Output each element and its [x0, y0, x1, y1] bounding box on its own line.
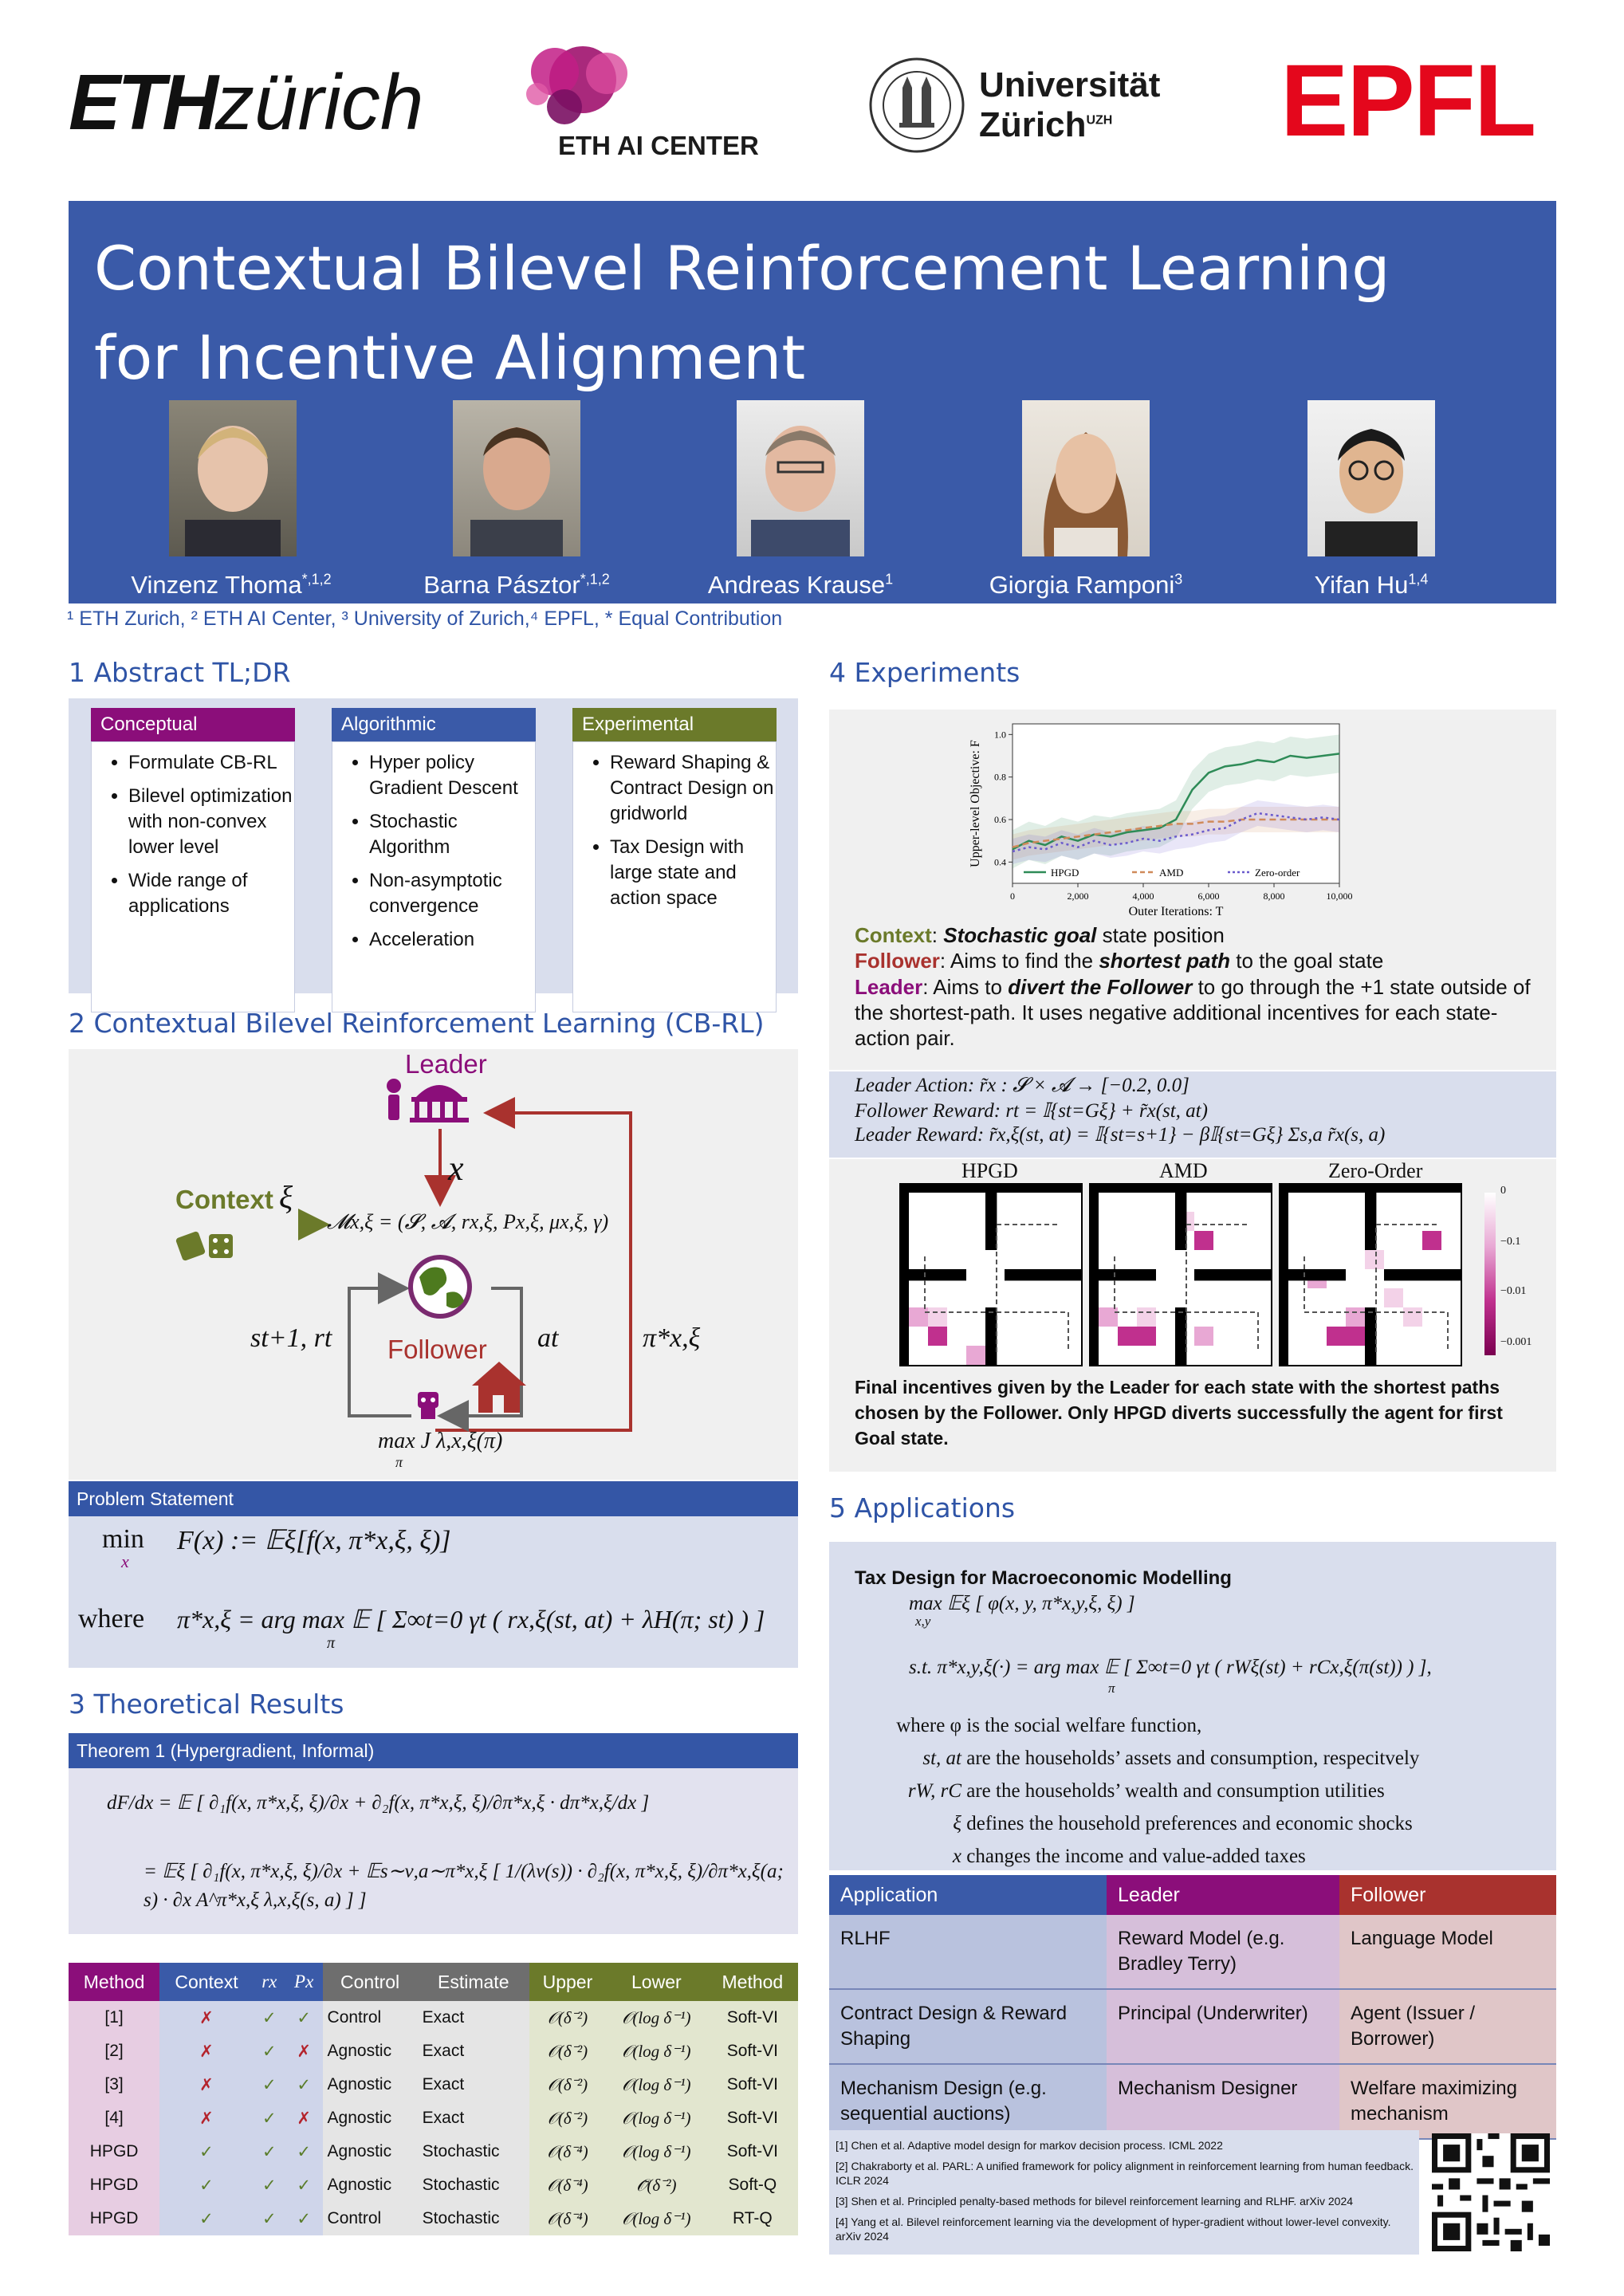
- author-photo-hu: [1307, 400, 1435, 556]
- upper-cell: 𝒪(δ⁻²): [529, 2001, 606, 2035]
- policy-label: π*x,ξ: [643, 1323, 701, 1353]
- method-cell: [3]: [69, 2068, 159, 2101]
- check-icon: ✓: [254, 2202, 285, 2235]
- th-estimate: Estimate: [418, 1963, 529, 2001]
- incentive-cell: [1365, 1250, 1384, 1269]
- incentive-cell: [1346, 1307, 1365, 1327]
- upper-cell: 𝒪(δ⁻⁴): [529, 2202, 606, 2235]
- author-name-thoma: [96, 571, 367, 600]
- uzh-seal-icon: [867, 56, 966, 155]
- grid-wall: [1288, 1269, 1346, 1280]
- grid-title-hpgd: HPGD: [961, 1159, 1018, 1182]
- experimental-header: Experimental: [572, 708, 777, 741]
- lower-method-cell: Soft-Q: [707, 2168, 798, 2202]
- references: [836, 2138, 1418, 2243]
- hypergradient-eq2: = 𝔼ξ [ ∂₁f(x, π*x,ξ, ξ)/∂x + 𝔼s∼ν,a∼π*x,ξ [ 1/(λν(s)) · ∂₂f(x, π*x,ξ, ξ)/∂π*x,ξ(a; s) · ∂x A^π*x,ξ λ,x,ξ(s, a) ] ]: [144, 1861, 784, 1911]
- problem-statement-bar: Problem Statement: [69, 1481, 798, 1516]
- robot-icon: [418, 1392, 438, 1419]
- th-method: Method: [69, 1963, 159, 2001]
- tax-def-row: [872, 1742, 1419, 1775]
- abstract-algorithmic: [332, 708, 536, 1012]
- x-tick-label: 2,000: [1067, 890, 1089, 902]
- context-label: Context: [175, 1185, 273, 1214]
- author-2-name: Andreas Krause: [707, 571, 886, 599]
- tax-def-sym: where φ: [896, 1715, 961, 1736]
- experimental-item: • Reward Shaping & Contract Design on gridworld: [610, 750, 776, 827]
- check-icon: ✓: [285, 2068, 323, 2101]
- tax-def-sym: rW, rC: [907, 1780, 961, 1802]
- grid-title-zero-order: Zero-Order: [1328, 1159, 1423, 1182]
- conceptual-item: • Wide range of applications: [128, 868, 294, 919]
- tax-def-text: changes the income and value-added taxes: [966, 1846, 1306, 1867]
- author-name-krause: [665, 571, 936, 600]
- leader-desc-pre: : Aims to: [922, 975, 1009, 999]
- tax-def-row: [872, 1775, 1419, 1807]
- cross-icon: ✗: [285, 2101, 323, 2135]
- th-rx: [254, 1963, 285, 2001]
- th-lower-method: Method: [707, 1963, 798, 2001]
- control-cell: Agnostic: [323, 2135, 418, 2168]
- check-icon: ✓: [254, 2135, 285, 2168]
- tax-upper-eq-sub: x,y: [915, 1614, 931, 1629]
- algorithmic-item: • Acceleration: [369, 927, 535, 953]
- context-desc-rest: state position: [1096, 923, 1225, 947]
- th-upper: Upper: [529, 1963, 606, 2001]
- th-rx-text: rx: [261, 1972, 277, 1991]
- check-icon: ✓: [159, 2202, 254, 2235]
- problem-argmax-sub: π: [327, 1634, 336, 1652]
- algorithmic-item: • Non-asymptotic convergence: [369, 868, 535, 919]
- context-xi: ξ: [279, 1179, 293, 1215]
- action-label: at: [537, 1323, 559, 1353]
- colorbar-tick-0: 0: [1500, 1185, 1506, 1197]
- th-lower: Lower: [606, 1963, 707, 2001]
- estimate-cell: Exact: [418, 2101, 529, 2135]
- section-title-cbrl: 2 Contextual Bilevel Reinforcement Learning (CB-RL): [69, 1008, 765, 1039]
- grid-wall: [1175, 1307, 1186, 1365]
- algorithmic-item: • Stochastic Algorithm: [369, 809, 535, 860]
- check-icon: ✓: [254, 2168, 285, 2202]
- author-3-sup: 3: [1174, 571, 1183, 588]
- poster-title-line1: Contextual Bilevel Reinforcement Learning: [94, 233, 1390, 304]
- algorithmic-box: [332, 741, 536, 1012]
- author-name-pasztor: [381, 571, 652, 600]
- applications-table: [829, 1875, 1556, 2140]
- problem-where: where: [78, 1604, 145, 1634]
- th-follower: Follower: [1339, 1875, 1556, 1915]
- author-4-name: Yifan Hu: [1314, 571, 1409, 599]
- incentive-cell: [1137, 1327, 1156, 1346]
- control-cell: Agnostic: [323, 2035, 418, 2068]
- section-title-theory: 3 Theoretical Results: [69, 1689, 344, 1720]
- x-axis-label: Outer Iterations: T: [1128, 905, 1224, 918]
- lower-cell: 𝒪(log δ⁻¹): [606, 2135, 707, 2168]
- incentive-cell: [1422, 1231, 1441, 1250]
- y-axis-label: Upper-level Objective: F: [969, 740, 982, 867]
- uzh-name-line2-wrap: [979, 105, 1112, 145]
- follower-cell: Agent (Issuer / Borrower): [1339, 1989, 1556, 2064]
- upper-cell: 𝒪(δ⁻⁴): [529, 2135, 606, 2168]
- check-icon: ✓: [254, 2001, 285, 2035]
- author-name-hu: [1236, 571, 1507, 600]
- check-icon: ✓: [254, 2068, 285, 2101]
- lower-cell: 𝒪̃(δ⁻²): [606, 2168, 707, 2202]
- qr-code-icon: [1432, 2133, 1550, 2251]
- follower-desc-pre: : Aims to find the: [939, 949, 1099, 973]
- grid-wall: [985, 1307, 997, 1365]
- method-cell: HPGD: [69, 2202, 159, 2235]
- author-photo-pasztor: [453, 400, 580, 556]
- methods-table-row: [69, 2101, 798, 2135]
- methods-table-header: [69, 1963, 798, 2001]
- author-name-ramponi: [950, 571, 1221, 600]
- control-cell: Agnostic: [323, 2101, 418, 2135]
- applications-table-header: [829, 1875, 1556, 1915]
- follower-objective-sub: π: [395, 1454, 403, 1470]
- author-1-sup: *,1,2: [580, 571, 610, 588]
- th-application: Application: [829, 1875, 1107, 1915]
- section-title-abstract: 1 Abstract TL;DR: [69, 657, 291, 688]
- eth-ai-center-text: ETH AI CENTER: [558, 131, 759, 160]
- upper-cell: 𝒪(δ⁻⁴): [529, 2168, 606, 2202]
- uzh-name-line1: Universität: [979, 65, 1161, 104]
- methods-table-row: [69, 2068, 798, 2101]
- upper-cell: 𝒪(δ⁻²): [529, 2035, 606, 2068]
- leader-decision-x: x: [448, 1149, 464, 1188]
- th-px-text: Px: [294, 1972, 314, 1991]
- grid-wall: [1365, 1193, 1376, 1250]
- method-cell: HPGD: [69, 2135, 159, 2168]
- method-cell: [4]: [69, 2101, 159, 2135]
- control-cell: Control: [323, 2202, 418, 2235]
- algorithmic-item: • Hyper policy Gradient Descent: [369, 750, 535, 801]
- estimate-cell: Stochastic: [418, 2135, 529, 2168]
- reference-item: [3] Shen et al. Principled penalty-based methods for bilevel reinforcement learning and RLHF. arXiv 2024: [836, 2195, 1354, 2208]
- y-tick-label: 0.8: [994, 771, 1006, 783]
- lower-cell: 𝒪(log δ⁻¹): [606, 2101, 707, 2135]
- app-cell: RLHF: [829, 1915, 1107, 1989]
- methods-table-row: [69, 2035, 798, 2068]
- y-tick-label: 0.6: [994, 814, 1006, 825]
- lower-method-cell: Soft-VI: [707, 2035, 798, 2068]
- lower-method-cell: Soft-VI: [707, 2068, 798, 2101]
- x-tick-label: 6,000: [1197, 890, 1220, 902]
- reference-item: [1] Chen et al. Adaptive model design for markov decision process. ICML 2022: [836, 2139, 1223, 2152]
- problem-min-sub: x: [121, 1551, 129, 1571]
- incentive-cell: [928, 1327, 947, 1346]
- poster-title-line2: for Incentive Alignment: [94, 322, 806, 393]
- tax-lower-eq: s.t. π*x,y,ξ(·) = arg max 𝔼 [ Σ∞t=0 γt ( rWξ(st) + rCx,ξ(π(st)) ) ],: [909, 1657, 1432, 1678]
- check-icon: ✓: [285, 2168, 323, 2202]
- tax-def-sym: ξ: [953, 1813, 961, 1834]
- author-3-name: Giorgia Ramponi: [989, 571, 1175, 599]
- check-icon: ✓: [285, 2001, 323, 2035]
- incentive-cell: [928, 1307, 947, 1327]
- incentive-cell: [1346, 1327, 1365, 1346]
- mdp-definition: 𝓜x,ξ = (𝓢, 𝓐, rx,ξ, Px,ξ, μx,ξ, γ): [327, 1210, 609, 1233]
- grid-wall: [1175, 1193, 1186, 1250]
- state-reward-label: st+1, rt: [250, 1323, 332, 1353]
- methods-table-body: [69, 2001, 798, 2235]
- colorbar: [1484, 1193, 1496, 1355]
- follower-cell: Welfare maximizing mechanism: [1339, 2064, 1556, 2139]
- leader-label: Leader: [405, 1049, 487, 1079]
- reference-item: [4] Yang et al. Bilevel reinforcement learning via the development of hyper-gradient without lower-level convexity. arXiv 2024: [836, 2215, 1391, 2243]
- uzh-logo: [867, 56, 1186, 159]
- leader-desc-rest: to go through the +1 state outside of the shortest-path. It uses negative additional incentives for each state-action pair.: [855, 975, 1531, 1050]
- problem-upper-objective: F(x) := 𝔼ξ[f(x, π*x,ξ, ξ)]: [177, 1526, 451, 1555]
- method-cell: [1]: [69, 2001, 159, 2035]
- tax-def-row: [872, 1840, 1419, 1873]
- hypergradient-eq1: dF/dx = 𝔼 [ ∂₁f(x, π*x,ξ, ξ)/∂x + ∂₂f(x, π*x,ξ, ξ)/∂π*x,ξ · dπ*x,ξ/dx ]: [107, 1792, 650, 1814]
- tax-upper-eq: max 𝔼ξ [ φ(x, y, π*x,y,ξ, ξ) ]: [909, 1593, 1135, 1614]
- check-icon: ✓: [285, 2135, 323, 2168]
- follower-label: Follower: [387, 1335, 487, 1364]
- theorem-bar: Theorem 1 (Hypergradient, Informal): [69, 1733, 798, 1768]
- grid-wall: [1365, 1307, 1376, 1365]
- follower-desc-em: shortest path: [1099, 949, 1231, 973]
- uzh-sup: UZH: [1086, 113, 1113, 128]
- methods-comparison-table: [69, 1963, 798, 2235]
- follower-desc-rest: to the goal state: [1230, 949, 1384, 973]
- conceptual-header: Conceptual: [91, 708, 295, 741]
- incentive-cell: [966, 1346, 985, 1365]
- tax-def-sym: st, at: [922, 1748, 961, 1769]
- leader-reward-eq: Leader Reward: r̃x,ξ(st, at) = 𝕀{st=s+1} − β𝕀{st=Gξ} Σs,a r̃x(s, a): [855, 1124, 1386, 1146]
- leader-description: [855, 974, 1532, 1051]
- eth-zurich-logo: ETHzürich: [69, 58, 424, 146]
- cross-icon: ✗: [159, 2068, 254, 2101]
- leader-icon: [387, 1079, 469, 1122]
- author-0-name: Vinzenz Thoma: [131, 571, 302, 599]
- lower-method-cell: Soft-VI: [707, 2135, 798, 2168]
- uzh-name-line2: Zürich: [979, 105, 1087, 144]
- cross-icon: ✗: [159, 2101, 254, 2135]
- gridworld-heatmaps: [899, 1183, 1489, 1366]
- y-tick-label: 0.4: [994, 856, 1006, 868]
- check-icon: ✓: [159, 2168, 254, 2202]
- app-cell: Contract Design & Reward Shaping: [829, 1989, 1107, 2064]
- epfl-logo: EPFL: [1280, 44, 1536, 158]
- estimate-cell: Exact: [418, 2035, 529, 2068]
- methods-table-row: [69, 2135, 798, 2168]
- lower-method-cell: RT-Q: [707, 2202, 798, 2235]
- section-title-applications: 5 Applications: [829, 1492, 1016, 1523]
- x-tick-label: 8,000: [1263, 890, 1285, 902]
- follower-cell: Language Model: [1339, 1915, 1556, 1989]
- lower-cell: 𝒪(log δ⁻¹): [606, 2068, 707, 2101]
- section-title-experiments: 4 Experiments: [829, 657, 1020, 688]
- leader-desc-em: divert the Follower: [1008, 975, 1193, 999]
- grid-wall: [985, 1193, 997, 1250]
- colorbar-tick-2: −0.01: [1500, 1285, 1527, 1297]
- cross-icon: ✗: [159, 2001, 254, 2035]
- grid-wall: [1384, 1269, 1461, 1280]
- x-tick-label: 10,000: [1326, 890, 1353, 902]
- applications-row: [829, 1915, 1556, 1989]
- follower-reward-eq: Follower Reward: rt = 𝕀{st=Gξ} + r̃x(st, at): [855, 1100, 1208, 1122]
- grid-wall: [909, 1269, 966, 1280]
- context-desc-label: Context: [855, 923, 932, 947]
- th-leader: Leader: [1107, 1875, 1339, 1915]
- methods-table-row: [69, 2202, 798, 2235]
- author-photo-ramponi: [1022, 400, 1150, 556]
- x-tick-label: 0: [1010, 890, 1015, 902]
- incentive-cell: [909, 1307, 928, 1327]
- method-cell: [2]: [69, 2035, 159, 2068]
- grid-wall: [1099, 1269, 1156, 1280]
- th-px: [285, 1963, 323, 2001]
- th-control: Control: [323, 1963, 418, 2001]
- applications-row: [829, 1989, 1556, 2064]
- check-icon: ✓: [254, 2035, 285, 2068]
- grid-wall: [1005, 1269, 1081, 1280]
- reference-item: [2] Chakraborty et al. PARL: A unified framework for policy alignment in reinforcement learning from human feedback. ICLR 2024: [836, 2160, 1414, 2187]
- follower-desc-label: Follower: [855, 949, 940, 973]
- problem-lower-objective: π*x,ξ = arg max 𝔼 [ Σ∞t=0 γt ( rx,ξ(st, at) + λH(π; st) ) ]: [177, 1605, 765, 1634]
- cross-icon: ✗: [285, 2035, 323, 2068]
- problem-min: min: [102, 1524, 144, 1554]
- method-cell: HPGD: [69, 2168, 159, 2202]
- conceptual-box: [91, 741, 295, 1012]
- algorithmic-header: Algorithmic: [332, 708, 536, 741]
- leader-cell: Principal (Underwriter): [1107, 1989, 1339, 2064]
- author-2-sup: 1: [885, 571, 894, 588]
- tax-definitions: [872, 1709, 1419, 1873]
- incentive-cell: [1384, 1288, 1403, 1307]
- app-cell: Mechanism Design (e.g. sequential auctions): [829, 2064, 1107, 2139]
- objective-line-chart: [965, 718, 1363, 926]
- cbrl-diagram: [69, 1049, 798, 1480]
- check-icon: ✓: [159, 2135, 254, 2168]
- tax-design-title: Tax Design for Macroeconomic Modelling: [855, 1567, 1232, 1589]
- author-photo-krause: [737, 400, 864, 556]
- th-context: Context: [159, 1963, 254, 2001]
- control-cell: Agnostic: [323, 2168, 418, 2202]
- conceptual-item: • Bilevel optimization with non-convex lower level: [128, 784, 294, 860]
- tax-def-row: [872, 1709, 1419, 1742]
- leader-action-eq: Leader Action: r̃x : 𝓢 × 𝓐 → [−0.2, 0.0]: [855, 1075, 1189, 1096]
- author-4-sup: 1,4: [1408, 571, 1429, 588]
- context-desc-em: Stochastic goal: [943, 923, 1097, 947]
- estimate-cell: Exact: [418, 2068, 529, 2101]
- estimate-cell: Stochastic: [418, 2202, 529, 2235]
- colorbar-tick-1: −0.1: [1500, 1236, 1521, 1248]
- legend-label: Zero-order: [1255, 867, 1300, 879]
- check-icon: ✓: [285, 2202, 323, 2235]
- follower-objective: max J λ,x,ξ(π): [378, 1429, 503, 1453]
- author-0-sup: *,1,2: [301, 571, 332, 588]
- abstract-experimental: [572, 708, 777, 1012]
- experimental-box: [572, 741, 777, 1012]
- estimate-cell: Exact: [418, 2001, 529, 2035]
- tax-lower-eq-sub: π: [1108, 1681, 1115, 1696]
- incentive-cell: [1403, 1307, 1422, 1327]
- control-cell: Agnostic: [323, 2068, 418, 2101]
- tax-def-sym: x: [952, 1846, 961, 1867]
- eth-ai-center-logo: [499, 41, 762, 161]
- legend-label: AMD: [1159, 867, 1184, 879]
- check-icon: ✓: [254, 2101, 285, 2135]
- incentive-cell: [1194, 1231, 1213, 1250]
- affiliations: ¹ ETH Zurich, ² ETH AI Center, ³ University of Zurich,⁴ EPFL, * Equal Contribution: [67, 607, 783, 630]
- methods-table-row: [69, 2168, 798, 2202]
- lower-method-cell: Soft-VI: [707, 2001, 798, 2035]
- house-icon: [472, 1362, 526, 1413]
- lower-cell: 𝒪(log δ⁻¹): [606, 2001, 707, 2035]
- conceptual-item: • Formulate CB-RL: [128, 750, 294, 776]
- incentive-cell: [1327, 1327, 1346, 1346]
- grid-wall: [1194, 1269, 1271, 1280]
- author-photo-thoma: [169, 400, 297, 556]
- gridworld-caption: Final incentives given by the Leader for each state with the shortest paths chosen by the Follower. Only HPGD diverts successfully the agent for first Goal state.: [855, 1377, 1503, 1449]
- incentive-cell: [1194, 1327, 1213, 1346]
- leader-cell: Reward Model (e.g. Bradley Terry): [1107, 1915, 1339, 1989]
- tax-def-text: are the households’ wealth and consumption utilities: [966, 1780, 1385, 1802]
- incentive-cell: [1118, 1327, 1137, 1346]
- lower-method-cell: Soft-VI: [707, 2101, 798, 2135]
- globe-icon: [408, 1255, 472, 1319]
- dice-icon: [175, 1231, 233, 1261]
- grid-title-amd: AMD: [1159, 1159, 1208, 1182]
- y-tick-label: 1.0: [994, 729, 1006, 741]
- author-1-name: Barna Pásztor: [423, 571, 580, 599]
- leader-cell: Mechanism Designer: [1107, 2064, 1339, 2139]
- control-cell: Control: [323, 2001, 418, 2035]
- experimental-item: • Tax Design with large state and action space: [610, 835, 776, 911]
- abstract-conceptual: [91, 708, 295, 1012]
- colorbar-tick-3: −0.001: [1500, 1336, 1532, 1348]
- incentive-cell: [1099, 1307, 1118, 1327]
- x-tick-label: 4,000: [1132, 890, 1154, 902]
- legend-label: HPGD: [1051, 867, 1079, 879]
- estimate-cell: Stochastic: [418, 2168, 529, 2202]
- cross-icon: ✗: [159, 2035, 254, 2068]
- tax-def-text: are the households’ assets and consumption, respecitvely: [966, 1748, 1420, 1769]
- upper-cell: 𝒪(δ⁻²): [529, 2101, 606, 2135]
- lower-cell: 𝒪(log δ⁻¹): [606, 2202, 707, 2235]
- lower-cell: 𝒪(log δ⁻¹): [606, 2035, 707, 2068]
- eth-ai-mark-icon: [499, 41, 659, 129]
- upper-cell: 𝒪(δ⁻²): [529, 2068, 606, 2101]
- tax-def-text: defines the household preferences and economic shocks: [966, 1813, 1413, 1834]
- incentive-cell: [1137, 1307, 1156, 1327]
- methods-table-row: [69, 2001, 798, 2035]
- leader-desc-label: Leader: [855, 975, 923, 999]
- tax-def-row: [872, 1807, 1419, 1840]
- follower-description: [855, 949, 1540, 973]
- context-description: Context: Stochastic goal state position: [855, 923, 1225, 947]
- applications-row: [829, 2064, 1556, 2139]
- tax-def-text: is the social welfare function,: [966, 1715, 1202, 1736]
